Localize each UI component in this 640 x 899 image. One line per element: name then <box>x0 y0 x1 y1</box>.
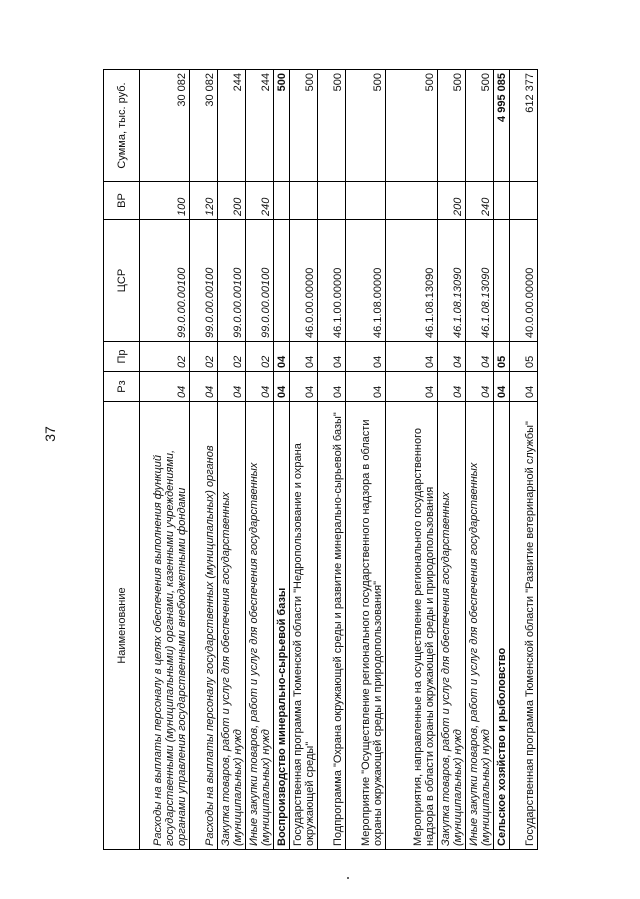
row-name: Мероприятие "Осуществление регионального государственного надзора в области охраны окружающей среды и природопользования" <box>346 402 386 850</box>
row-sum: 500 <box>274 70 290 182</box>
row-rz: 04 <box>218 372 246 402</box>
row-csr <box>494 220 510 342</box>
row-csr <box>274 220 290 342</box>
row-csr: 99.0.00.00100 <box>190 220 218 342</box>
budget-table-container <box>103 70 537 850</box>
row-sum: 500 <box>346 70 386 182</box>
row-sum: 500 <box>438 70 466 182</box>
table-row <box>246 70 274 850</box>
header-vr: ВР <box>104 182 140 220</box>
row-rz: 04 <box>246 372 274 402</box>
row-rz: 04 <box>140 372 190 402</box>
table-row <box>190 70 218 850</box>
row-name: Закупка товаров, работ и услуг для обеспечения государственных (муниципальных) нужд <box>218 402 246 850</box>
row-csr: 99.0.00.00100 <box>218 220 246 342</box>
row-name: Иные закупки товаров, работ и услуг для обеспечения государственных (муниципальных) нужд <box>246 402 274 850</box>
row-rz: 04 <box>466 372 494 402</box>
row-sum: 244 <box>218 70 246 182</box>
row-csr: 46.1.00.00000 <box>318 220 346 342</box>
row-sum: 30 082 <box>190 70 218 182</box>
row-vr: 200 <box>218 182 246 220</box>
row-rz: 04 <box>318 372 346 402</box>
row-vr: 200 <box>438 182 466 220</box>
row-vr <box>494 182 510 220</box>
row-vr <box>346 182 386 220</box>
row-sum: 500 <box>290 70 318 182</box>
header-name: Наименование <box>104 402 140 850</box>
row-rz: 04 <box>190 372 218 402</box>
row-sum: 4 995 085 <box>494 70 510 182</box>
row-pr: 05 <box>494 342 510 372</box>
row-name: Расходы на выплаты персоналу в целях обеспечения выполнения функций государственными (муниципальными) органами, казенными учреждениями, органами управления государственными внебюджетными фондами <box>140 402 190 850</box>
row-csr: 46.1.08.00000 <box>346 220 386 342</box>
table-header-row <box>104 70 140 850</box>
row-name: Государственная программа Тюменской области "Развитие ветеринарной службы" <box>510 402 538 850</box>
row-pr: 02 <box>218 342 246 372</box>
budget-table <box>103 69 538 850</box>
row-pr: 05 <box>510 342 538 372</box>
row-pr: 04 <box>346 342 386 372</box>
row-pr: 02 <box>246 342 274 372</box>
row-name: Расходы на выплаты персоналу государственных (муниципальных) органов <box>190 402 218 850</box>
row-sum: 30 082 <box>140 70 190 182</box>
row-csr: 46.1.08.13090 <box>438 220 466 342</box>
row-sum: 244 <box>246 70 274 182</box>
row-rz: 04 <box>290 372 318 402</box>
row-rz: 04 <box>510 372 538 402</box>
row-sum: 500 <box>386 70 438 182</box>
header-sum: Сумма, тыс. руб. <box>104 70 140 182</box>
row-vr <box>386 182 438 220</box>
table-row <box>140 70 190 850</box>
row-pr: 04 <box>438 342 466 372</box>
row-sum: 500 <box>318 70 346 182</box>
row-csr: 99.0.00.00100 <box>246 220 274 342</box>
header-rz: Рз <box>104 372 140 402</box>
table-row <box>318 70 346 850</box>
row-vr <box>290 182 318 220</box>
row-name: Воспроизводство минерально-сырьевой базы <box>274 402 290 850</box>
row-pr: 04 <box>274 342 290 372</box>
table-row <box>290 70 318 850</box>
table-row <box>438 70 466 850</box>
row-vr <box>274 182 290 220</box>
row-vr: 240 <box>466 182 494 220</box>
row-pr: 02 <box>190 342 218 372</box>
row-rz: 04 <box>346 372 386 402</box>
row-sum: 612 377 <box>510 70 538 182</box>
row-csr: 46.1.08.13090 <box>466 220 494 342</box>
table-row-section <box>274 70 290 850</box>
row-rz: 04 <box>438 372 466 402</box>
table-row-section <box>494 70 510 850</box>
row-vr <box>318 182 346 220</box>
row-vr <box>510 182 538 220</box>
row-csr: 46.1.08.13090 <box>386 220 438 342</box>
row-pr: 02 <box>140 342 190 372</box>
row-name: Подпрограмма "Охрана окружающей среды и развитие минерально-сырьевой базы" <box>318 402 346 850</box>
scan-dot <box>347 877 349 879</box>
row-pr: 04 <box>386 342 438 372</box>
row-sum: 500 <box>466 70 494 182</box>
row-csr: 99.0.00.00100 <box>140 220 190 342</box>
table-row <box>346 70 386 850</box>
row-rz: 04 <box>274 372 290 402</box>
header-csr: ЦСР <box>104 220 140 342</box>
row-name: Государственная программа Тюменской области "Недропользование и охрана окружающей среды" <box>290 402 318 850</box>
page-number: 37 <box>42 426 58 442</box>
row-rz: 04 <box>386 372 438 402</box>
row-vr: 120 <box>190 182 218 220</box>
table-row <box>218 70 246 850</box>
row-name: Мероприятия, направленные на осуществление регионального государственного надзора в области охраны окружающей среды и природопользования <box>386 402 438 850</box>
row-pr: 04 <box>318 342 346 372</box>
row-vr: 240 <box>246 182 274 220</box>
row-name: Закупка товаров, работ и услуг для обеспечения государственных (муниципальных) нужд <box>438 402 466 850</box>
header-pr: Пр <box>104 342 140 372</box>
row-pr: 04 <box>290 342 318 372</box>
row-vr: 100 <box>140 182 190 220</box>
row-name: Иные закупки товаров, работ и услуг для обеспечения государственных (муниципальных) нужд <box>466 402 494 850</box>
row-rz: 04 <box>494 372 510 402</box>
row-csr: 40.0.00.00000 <box>510 220 538 342</box>
table-row <box>466 70 494 850</box>
table-row <box>386 70 438 850</box>
row-name: Сельское хозяйство и рыболовство <box>494 402 510 850</box>
row-pr: 04 <box>466 342 494 372</box>
row-csr: 46.0.00.00000 <box>290 220 318 342</box>
table-row <box>510 70 538 850</box>
